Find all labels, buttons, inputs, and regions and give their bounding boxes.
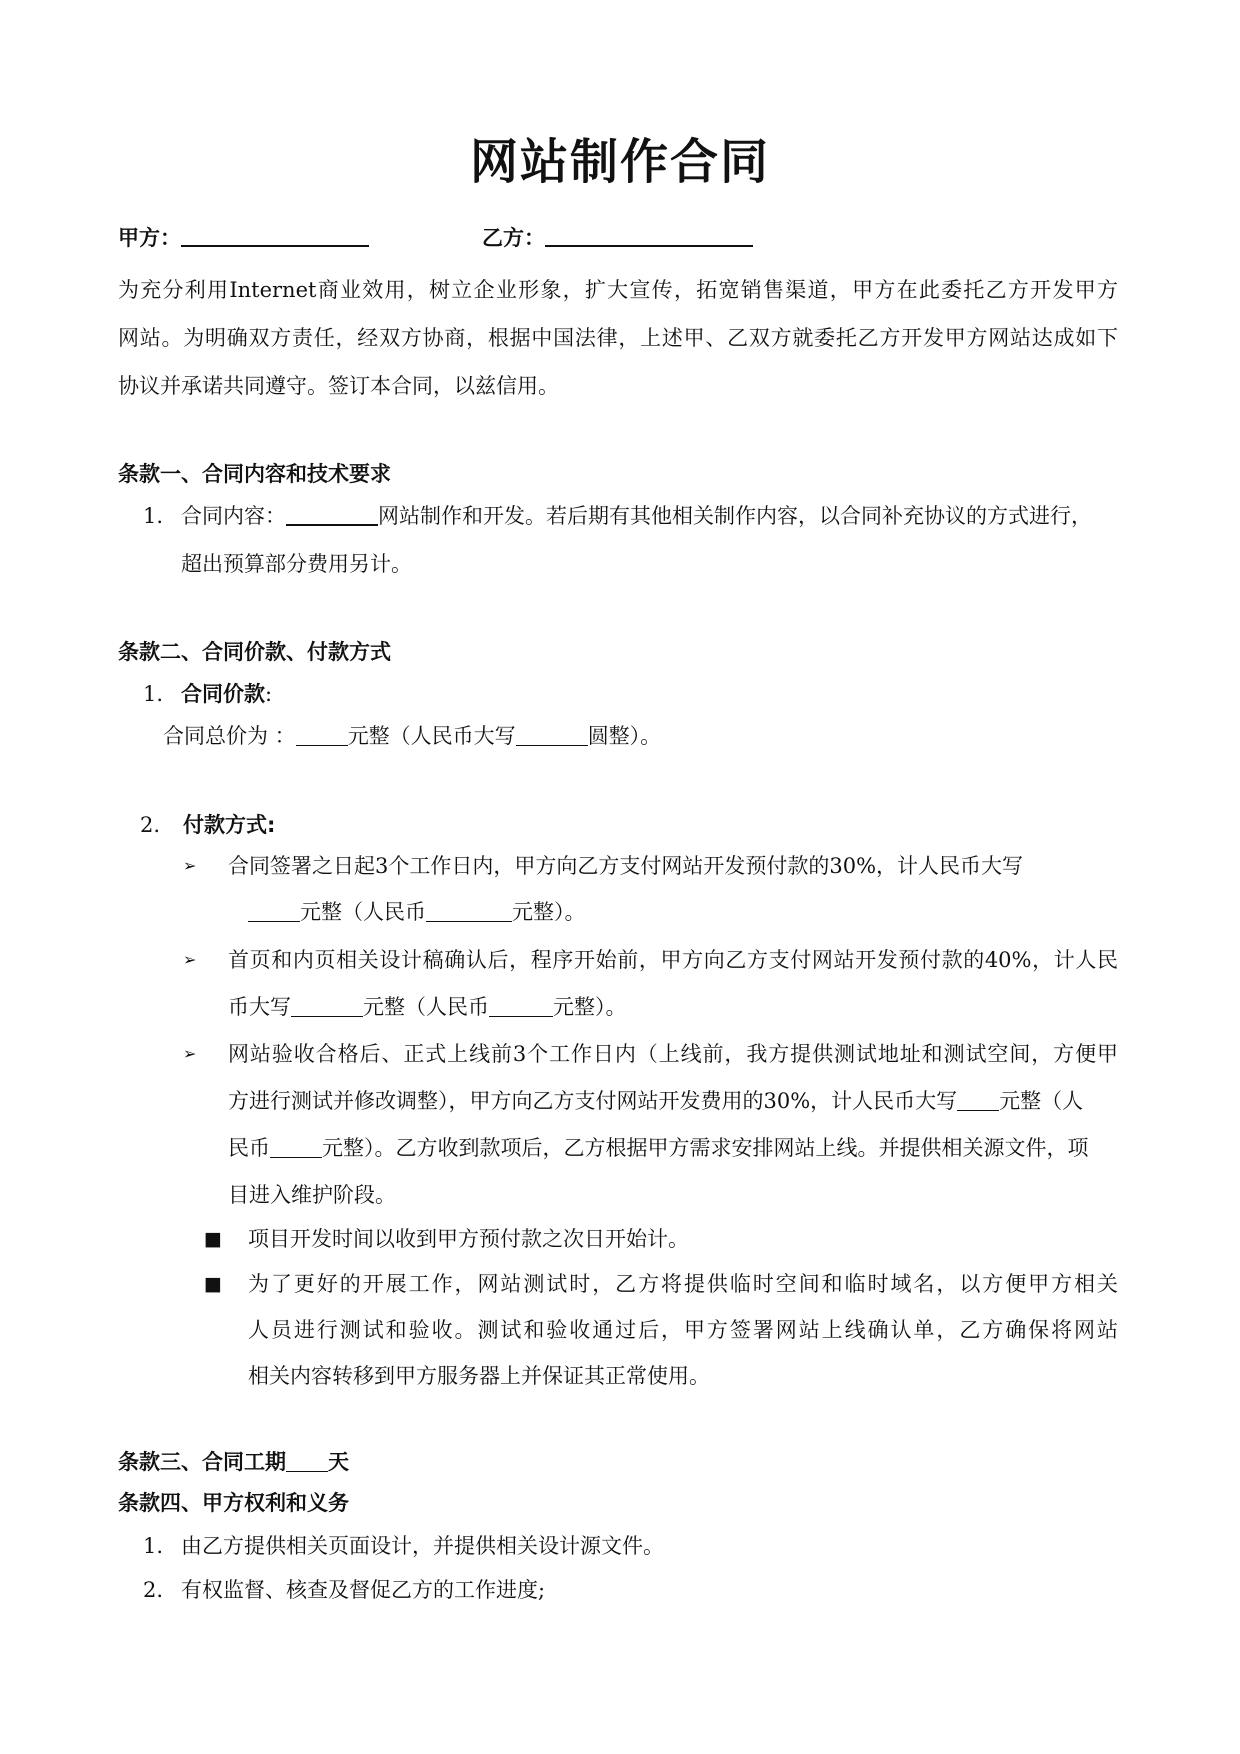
clause1-content-text: 网站制作和开发。若后期有其他相关制作内容，以合同补充协议的方式进行，: [378, 504, 1092, 528]
note-1: 项目开发时间以收到甲方预付款之次日开始计。: [248, 1227, 689, 1251]
duration-blank[interactable]: [286, 1449, 328, 1472]
payment-stage-1-line-1: 合同签署之日起3个工作日内，甲方向乙方支付网站开发预付款的30%，计人民币大写: [228, 854, 1024, 878]
arrow-bullet-icon: ➢: [183, 950, 197, 969]
stage3-text-d: 元整）。乙方收到款项后，乙方根据甲方需求安排网站上线。并提供相关源文件，项: [322, 1136, 1089, 1160]
payment-stage-3-line-1: 网站验收合格后、正式上线前3个工作日内（上线前，我方提供测试地址和测试空间，方便甲: [228, 1042, 1118, 1066]
clause3-heading: [118, 1448, 349, 1476]
clause4-item1-number: 1.: [143, 1534, 164, 1558]
intro-line-3: 协议并承诺共同遵守。签订本合同，以兹信用。: [118, 374, 559, 398]
stage2-text-b: 元整（人民币: [363, 995, 489, 1019]
clause4-item2-number: 2.: [143, 1578, 164, 1602]
party-a: [118, 221, 369, 252]
total-price-words-blank[interactable]: [516, 723, 588, 746]
document-title: 网站制作合同: [469, 134, 770, 190]
clause1-heading: 条款一、合同内容和技术要求: [118, 462, 391, 486]
square-bullet-icon: ■: [204, 1273, 222, 1295]
party-b-label: 乙方：: [482, 226, 545, 250]
arrow-bullet-icon: ➢: [183, 856, 197, 875]
stage3-amount-blank[interactable]: [270, 1135, 322, 1158]
clause2-item2-number: 2.: [140, 813, 161, 837]
clause1-item-line-1: [181, 502, 1092, 530]
clause2-item1-title: [181, 680, 272, 708]
total-price-end: 圆整）。: [587, 724, 662, 748]
clause3-heading-text: 条款三、合同工期: [118, 1450, 286, 1474]
note-2-line-3: 相关内容转移到甲方服务器上并保证其正常使用。: [248, 1364, 710, 1388]
stage1-text-a: 元整（人民币: [300, 900, 426, 924]
stage3-text-a: 方进行测试并修改调整），甲方向乙方支付网站开发费用的30%，计人民币大写: [228, 1089, 958, 1113]
payment-method-title: 付款方式:: [183, 813, 276, 837]
party-b: [482, 221, 753, 252]
stage3-text-c: 民币: [228, 1136, 270, 1160]
party-a-blank[interactable]: [181, 221, 369, 247]
intro-line-1: 为充分利用Internet商业效用，树立企业形象，扩大宣传，拓宽销售渠道，甲方在此委托乙方开发甲方: [118, 278, 1118, 302]
clause1-content-blank[interactable]: [286, 502, 378, 526]
note-2-line-1: 为了更好的开展工作，网站测试时，乙方将提供临时空间和临时域名，以方便甲方相关: [248, 1272, 1118, 1296]
clause4-item2: 有权监督、核查及督促乙方的工作进度;: [181, 1578, 546, 1602]
clause4-item1: 由乙方提供相关页面设计，并提供相关设计源文件。: [181, 1534, 664, 1558]
payment-stage-1-line-2: [248, 898, 586, 926]
square-bullet-icon: ■: [204, 1228, 222, 1250]
payment-stage-2-line-1: 首页和内页相关设计稿确认后，程序开始前，甲方向乙方支付网站开发预付款的40%，计人民: [228, 948, 1118, 972]
party-a-label: 甲方：: [118, 226, 181, 250]
clause1-item-line-2: 超出预算部分费用另计。: [181, 552, 412, 576]
stage3-text-b: 元整（人: [999, 1089, 1084, 1113]
stage2-words-blank[interactable]: [291, 994, 363, 1017]
stage2-text-c: 元整）。: [553, 995, 627, 1019]
note-2-line-2: 人员进行测试和验收。测试和验收通过后，甲方签署网站上线确认单，乙方确保将网站: [248, 1318, 1118, 1342]
payment-stage-3-line-3: [228, 1134, 1089, 1162]
arrow-bullet-icon: ➢: [183, 1044, 197, 1063]
payment-stage-3-line-2: [228, 1087, 1083, 1115]
payment-stage-2-line-2: [228, 993, 627, 1021]
clause1-item-number: 1.: [143, 504, 164, 528]
party-b-blank[interactable]: [545, 221, 753, 247]
clause2-heading: 条款二、合同价款、付款方式: [118, 640, 391, 664]
stage1-amount-blank[interactable]: [426, 899, 512, 922]
payment-stage-3-line-4: 目进入维护阶段。: [228, 1183, 396, 1207]
total-price-text: 元整（人民币大写: [347, 724, 516, 748]
total-price-blank[interactable]: [296, 723, 348, 746]
stage2-amount-blank[interactable]: [489, 994, 553, 1017]
stage3-words-blank[interactable]: [957, 1088, 999, 1111]
clause2-item1-number: 1.: [143, 682, 164, 706]
total-price-line: [163, 722, 661, 750]
clause1-content-label: 合同内容：: [181, 504, 286, 528]
clause3-heading-unit: 天: [328, 1450, 349, 1474]
clause4-heading: 条款四、甲方权利和义务: [118, 1491, 349, 1515]
total-price-label: 合同总价为 ：: [163, 724, 296, 748]
stage2-text-a: 币大写: [228, 995, 291, 1019]
price-colon: :: [265, 682, 273, 706]
stage1-words-blank[interactable]: [248, 899, 300, 922]
price-label: 合同价款: [181, 682, 265, 706]
stage1-text-b: 元整）。: [512, 900, 586, 924]
intro-line-2: 网站。为明确双方责任，经双方协商，根据中国法律，上述甲、乙双方就委托乙方开发甲方网站达成如下: [118, 326, 1118, 350]
